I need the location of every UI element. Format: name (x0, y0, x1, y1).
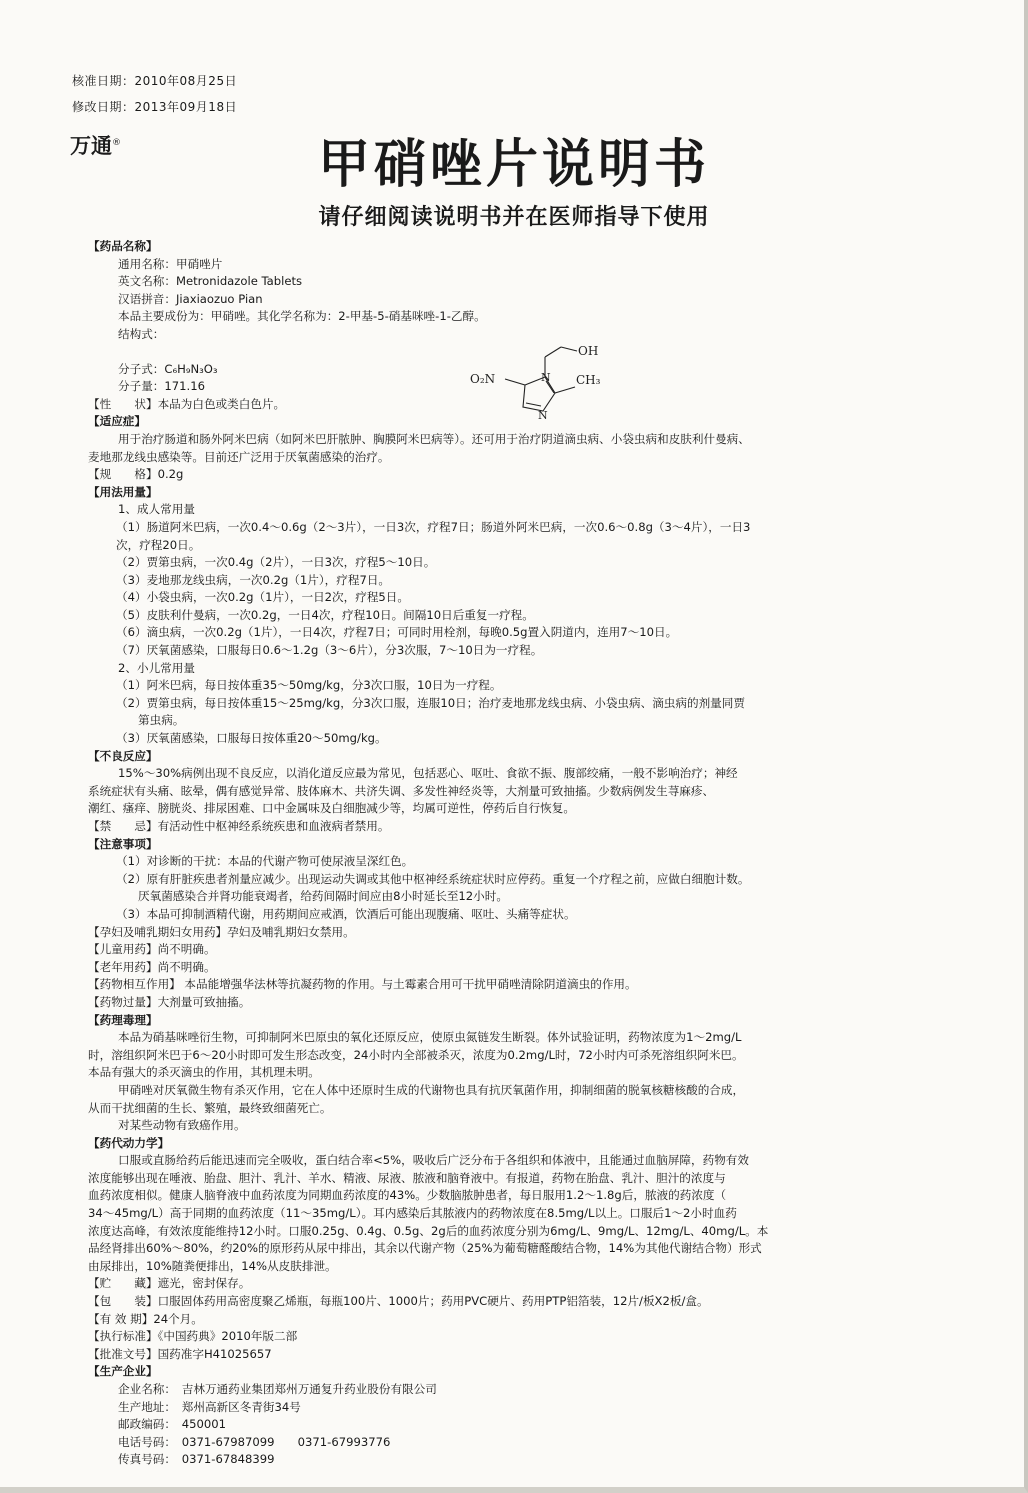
section-standard: 【执行标准】《中国药典》2010年版二部 (88, 1329, 298, 1344)
o2n-label: O₂N (470, 372, 496, 386)
main-component: 本品主要成份为：甲硝唑。其化学名称为：2-甲基-5-硝基咪唑-1-乙醇。 (118, 309, 486, 324)
pharmacokinetics-text: 由尿排出，10%随粪便排出，14%从皮肤排泄。 (88, 1258, 337, 1273)
molecular-formula: 分子式：C₆H₉N₃O₃ (118, 361, 218, 376)
pharmacology-text: 本品为硝基咪唑衍生物，可抑制阿米巴原虫的氧化还原反应，使原虫氮链发生断裂。体外试验证明，药物浓度为1～2mg/L (118, 1030, 742, 1045)
dosage-item: （2）贾第虫病，一次0.4g（2片），一日3次，疗程5～10日。 (116, 555, 436, 570)
registered-mark: ® (112, 138, 121, 148)
pharmacokinetics-text: 血药浓度相似。健康人脑脊液中血药浓度为同期血药浓度的43%。少数脑脓肿患者，每日服用1.2～1.8g后，脓液的药浓度（ (88, 1188, 727, 1203)
indication-text: 麦地那龙线虫感染等。目前还广泛用于厌氧菌感染的治疗。 (88, 449, 390, 464)
pharmacokinetics-text: 品经肾排出60%～80%，约20%的原形药从尿中排出，其余以代谢产物（25%为葡萄糖醛酸结合物，14%为其他代谢结合物）形式 (88, 1241, 762, 1256)
section-approval-number: 【批准文号】国药准字H41025657 (88, 1346, 272, 1361)
dosage-item: （5）皮肤利什曼病，一次0.2g，一日4次，疗程10日。间隔10日后重复一疗程。 (116, 607, 534, 622)
revision-date: 修改日期：2013年09月18日 (72, 100, 238, 114)
structure-label: 结构式： (118, 326, 165, 341)
pharmacology-text: 对某些动物有致癌作用。 (118, 1118, 246, 1133)
pharmacology-text: 时，溶组织阿米巴于6～20小时即可发生形态改变，24小时内全部被杀灭，浓度为0.2mg/L时，72小时内可杀死溶组织阿米巴。 (88, 1047, 744, 1062)
caution-item: （1）对诊断的干扰：本品的代谢产物可使尿液呈深红色。 (116, 854, 414, 869)
n1-label: N (541, 371, 551, 384)
section-interaction: 【药物相互作用】 本品能增强华法林等抗凝药物的作用。与土霉素合用可干扰甲硝唑清除阴道滴虫的作用。 (88, 977, 637, 992)
section-elderly: 【老年用药】尚不明确。 (88, 959, 216, 974)
phone-number: 电话号码： 0371-67987099 0371-67993776 (118, 1434, 391, 1449)
section-storage: 【贮 藏】遮光，密封保存。 (88, 1276, 251, 1291)
pharmacology-text: 从而干扰细菌的生长、繁殖，最终致细菌死亡。 (88, 1100, 332, 1115)
n3-label: N (538, 409, 548, 422)
brand-name: 万通 (70, 134, 112, 158)
section-manufacturer: 【生产企业】 (88, 1364, 158, 1379)
document-subtitle: 请仔细阅读说明书并在医师指导下使用 (318, 205, 710, 230)
adverse-text: 系统症状有头痛、眩晕，偶有感觉异常、肢体麻木、共济失调、多发性神经炎等，大剂量可致抽搐。少数病例发生荨麻疹、 (88, 783, 715, 798)
pharmacokinetics-text: 34～45mg/L）高于同期的血药浓度（11～35mg/L）。耳内感染后其脓液内的药物浓度在8.5mg/L以上。口服后1～2小时血药 (88, 1206, 737, 1221)
adverse-text: 15%～30%病例出现不良反应，以消化道反应最为常见，包括恶心、呕吐、食欲不振、腹部绞痛，一般不影响治疗；神经 (118, 766, 738, 781)
fax-number: 传真号码： 0371-67848399 (118, 1452, 275, 1467)
pharmacokinetics-text: 口服或直肠给药后能迅速而完全吸收，蛋白结合率<5%，吸收后广泛分布于各组织和体液中，且能通过血脑屏障，药物有效 (118, 1153, 749, 1168)
postcode: 邮政编码： 450001 (118, 1417, 227, 1432)
section-character: 【性 状】本品为白色或类白色片。 (88, 396, 286, 411)
pinyin-name: 汉语拼音：Jiaxiaozuo Pian (118, 291, 263, 306)
dosage-item: （1）肠道阿米巴病，一次0.4～0.6g（2～3片），一日3次，疗程7日；肠道外阿米巴病，一次0.6～0.8g（3～4片），一日3 (116, 519, 751, 534)
section-contraindication: 【禁 忌】有活动性中枢神经系统疾患和血液病者禁用。 (88, 819, 390, 833)
ch3-label: CH₃ (576, 373, 601, 387)
adult-dosage-heading: 1、成人常用量 (118, 502, 195, 517)
section-pharmacology: 【药理毒理】 (88, 1012, 158, 1027)
section-children: 【儿童用药】尚不明确。 (88, 942, 216, 957)
dosage-item: （2）贾第虫病，每日按体重15～25mg/kg，分3次口服，连服10日；治疗麦地那龙线虫病、小袋虫病、滴虫病的剂量同贾 (116, 695, 745, 710)
section-pharmacokinetics: 【药代动力学】 (88, 1135, 170, 1150)
pharmacology-text: 甲硝唑对厌氧微生物有杀灭作用，它在人体中还原时生成的代谢物也具有抗厌氧菌作用，抑制细菌的脱氧核糖核酸的合成， (118, 1082, 745, 1097)
dosage-item: （1）阿米巴病，每日按体重35～50mg/kg，分3次口服，10日为一疗程。 (116, 678, 502, 693)
dosage-item: （7）厌氧菌感染，口服每日0.6～1.2g（3～6片），分3次服，7～10日为一疗程。 (116, 643, 543, 658)
document-body (88, 238, 956, 1469)
company-name: 企业名称： 吉林万通药业集团郑州万通复升药业股份有限公司 (118, 1382, 437, 1396)
company-address: 生产地址： 郑州高新区冬青街34号 (118, 1399, 301, 1414)
dosage-item: （3）厌氧菌感染，口服每日按体重20～50mg/kg。 (116, 731, 387, 746)
section-overdose: 【药物过量】大剂量可致抽搐。 (88, 994, 251, 1009)
caution-item: （3）本品可抑制酒精代谢，用药期间应戒酒，饮酒后可能出现腹痛、呕吐、头痛等症状。 (116, 906, 576, 921)
dosage-item: （6）滴虫病，一次0.2g（1片），一日4次，疗程7日；可同时用栓剂，每晚0.5g置入阴道内，连用7～10日。 (116, 625, 678, 640)
generic-name: 通用名称：甲硝唑片 (118, 256, 223, 271)
section-drug-name: 【药品名称】 (88, 239, 158, 253)
oh-label: OH (578, 344, 599, 358)
approval-date: 核准日期：2010年08月25日 (72, 74, 238, 88)
english-name: 英文名称：Metronidazole Tablets (118, 274, 303, 289)
adverse-text: 潮红、瘙痒、膀胱炎、排尿困难、口中金属味及白细胞减少等，均属可逆性，停药后自行恢复。 (88, 801, 575, 816)
child-dosage-heading: 2、小儿常用量 (118, 660, 195, 675)
section-usage: 【用法用量】 (88, 484, 158, 499)
pharmacokinetics-text: 浓度能够出现在唾液、胎盘、胆汁、乳汁、羊水、精液、尿液、脓液和脑脊液中。有报道，药物在胎盘、乳汁、胆汁的浓度与 (88, 1170, 726, 1185)
dosage-item: （3）麦地那龙线虫病，一次0.2g（1片），疗程7日。 (116, 572, 391, 587)
section-spec: 【规 格】0.2g (88, 467, 184, 482)
molecular-weight: 分子量：171.16 (118, 379, 205, 394)
document-title: 甲硝唑片说明书 (317, 134, 710, 195)
section-package: 【包 装】口服固体药用高密度聚乙烯瓶，每瓶100片、1000片；药用PVC硬片、药用PTP铝箔装，12片/板X2板/盒。 (88, 1294, 709, 1309)
indication-text: 用于治疗肠道和肠外阿米巴病（如阿米巴肝脓肿、胸膜阿米巴病等）。还可用于治疗阴道滴虫病、小袋虫病和皮肤利什曼病、 (118, 431, 750, 446)
section-validity: 【有 效 期】24个月。 (88, 1311, 203, 1326)
pharmacokinetics-text: 浓度达高峰，有效浓度能维持12小时。口服0.25g、0.4g、0.5g、2g后的血药浓度分别为6mg/L、9mg/L、12mg/L、40mg/L。本 (88, 1223, 769, 1238)
section-indication: 【适应症】 (88, 414, 146, 429)
dosage-item: （4）小袋虫病，一次0.2g（1片），一日2次，疗程5日。 (116, 590, 409, 605)
section-pregnancy: 【孕妇及哺乳期妇女用药】孕妇及哺乳期妇女禁用。 (88, 924, 355, 939)
section-adverse: 【不良反应】 (88, 748, 158, 763)
section-cautions: 【注意事项】 (88, 836, 158, 851)
caution-item: 厌氧菌感染合并肾功能衰竭者，给药间隔时间应由8小时延长至12小时。 (138, 889, 508, 904)
caution-item: （2）原有肝脏疾患者剂量应减少。出现运动失调或其他中枢神经系统症状时应停药。重复一个疗程之前，应做白细胞计数。 (116, 871, 750, 886)
dosage-item: 第虫病。 (138, 713, 185, 728)
pharmacology-text: 本品有强大的杀灭滴虫的作用，其机理未明。 (88, 1065, 320, 1080)
dosage-item: 次，疗程20日。 (116, 537, 201, 552)
